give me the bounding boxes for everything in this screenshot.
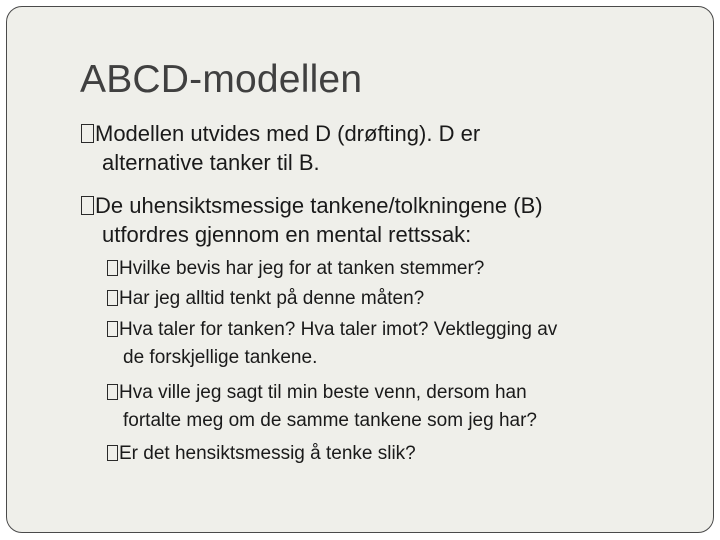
bullet-line [81, 121, 480, 147]
bullet-box-icon [107, 445, 118, 461]
bullet-text: Hva taler for tanken? Hva taler imot? Vektlegging av [119, 319, 558, 340]
bullet-box-icon [107, 260, 118, 276]
bullet-text: Har jeg alltid tenkt på denne måten? [119, 288, 425, 309]
bullet-box-icon [107, 290, 118, 306]
bullet-text: Hva ville jeg sagt til min beste venn, dersom han [119, 382, 527, 403]
bullet-box-icon [81, 124, 94, 143]
bullet-text: alternative tanker til B. [102, 150, 320, 175]
bullet-box-icon [107, 384, 118, 400]
bullet-line [81, 193, 543, 219]
bullet-text: Hvilke bevis har jeg for at tanken stemmer? [119, 258, 485, 279]
bullet-text: fortalte meg om de samme tankene som jeg har? [123, 410, 537, 431]
bullet-line [107, 288, 424, 310]
bullet-line [107, 319, 557, 341]
bullet-line-continuation [102, 150, 320, 176]
slide-title: ABCD-modellen [80, 58, 363, 101]
bullet-line [107, 382, 527, 404]
bullet-line-continuation [102, 222, 471, 248]
bullet-text: De uhensiktsmessige tankene/tolkningene (B) [95, 193, 543, 218]
bullet-text: de forskjellige tankene. [123, 347, 318, 368]
bullet-box-icon [81, 196, 94, 215]
bullet-text: Er det hensiktsmessig å tenke slik? [119, 443, 416, 464]
bullet-line-continuation [123, 410, 537, 432]
bullet-text: utfordres gjennom en mental rettssak: [102, 222, 472, 247]
bullet-text: Modellen utvides med D (drøfting). D er [95, 121, 481, 146]
bullet-line-continuation [123, 347, 317, 369]
bullet-line [107, 443, 416, 465]
bullet-line [107, 258, 484, 280]
bullet-box-icon [107, 321, 118, 337]
